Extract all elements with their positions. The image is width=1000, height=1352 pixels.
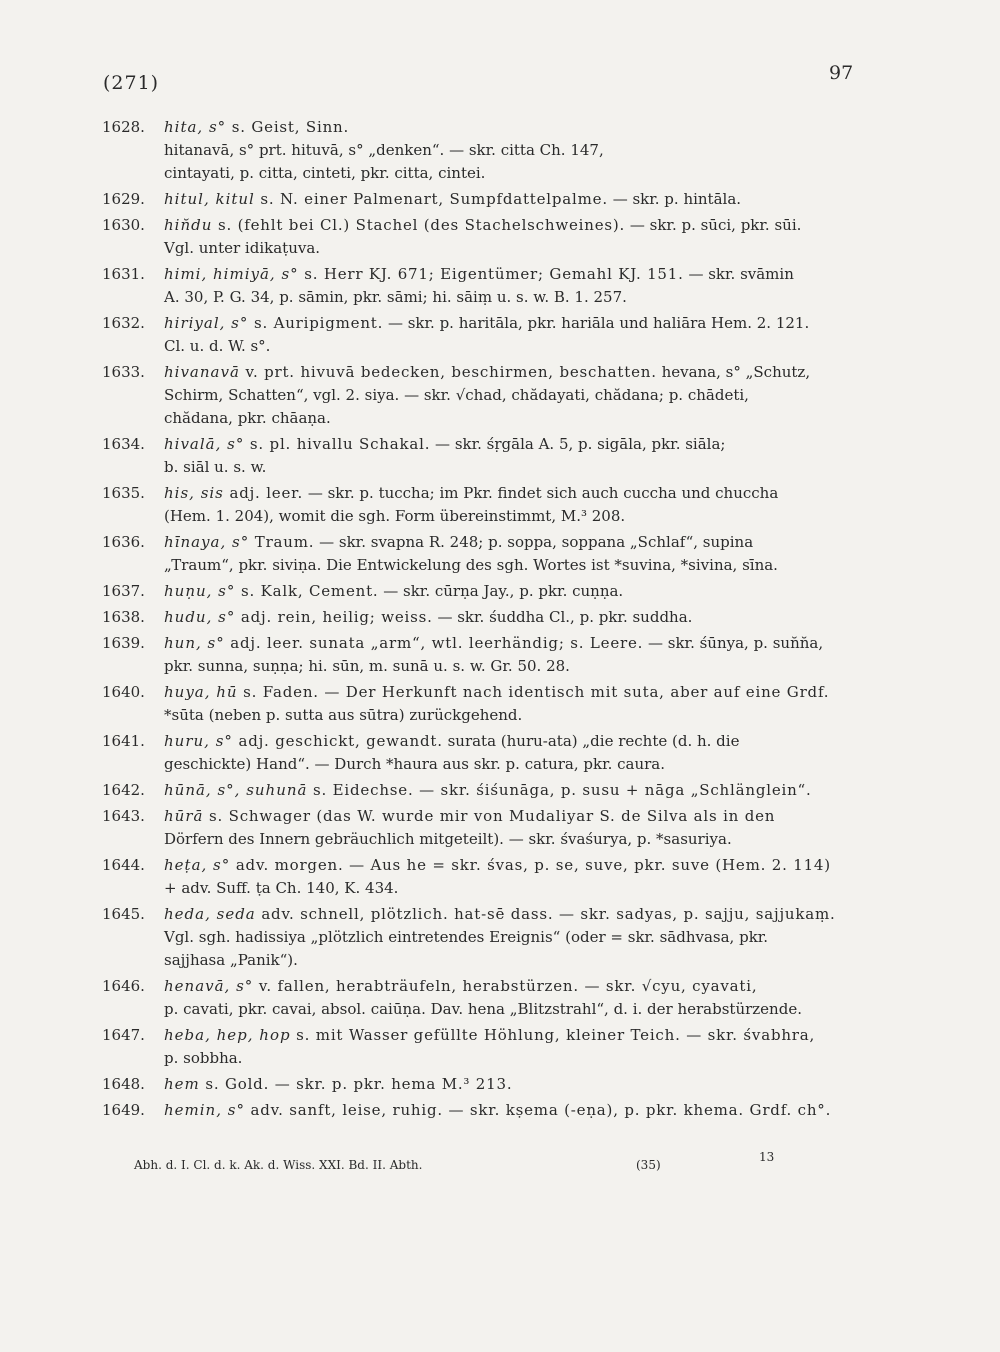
entry-body	[164, 188, 870, 211]
entry-number: 1641.	[102, 732, 145, 750]
entry-body	[164, 681, 870, 727]
entry-first-line	[164, 903, 870, 926]
entry-gloss: adj. leer. sunata „arm“, wtl. leerhändig; s. Leere.	[224, 634, 644, 652]
entry-gloss: s. Auripigment.	[248, 314, 384, 332]
entry-number: 1638.	[102, 608, 145, 626]
entry-lemma: hitul, kitul	[164, 190, 255, 208]
entry-first-line	[164, 263, 870, 286]
entry-gloss: s. Geist, Sinn.	[226, 118, 350, 136]
entry-gloss: v. prt. hivuvā bedecken, beschirmen, beschatten.	[239, 363, 657, 381]
entry-gloss: s. mit Wasser gefüllte Höhlung, kleiner Teich. — skr. śvabhra,	[290, 1026, 816, 1044]
entry-gloss-continued: — skr. śūnya, p. sun̆n̆a,	[643, 634, 824, 652]
entry-body	[164, 433, 870, 479]
dictionary-entry	[102, 975, 870, 1021]
entry-first-line	[164, 1024, 870, 1047]
entry-number: 1647.	[102, 1026, 145, 1044]
dictionary-entry	[102, 730, 870, 776]
entry-number: 1649.	[102, 1101, 145, 1119]
entry-number: 1630.	[102, 216, 145, 234]
entry-lemma: hivalā, s°	[164, 435, 245, 453]
entry-continuation-line: hitanavā, s° prt. hituvā, s° „denken“. — skr. citta Ch. 147,	[164, 141, 604, 159]
entry-body	[164, 805, 870, 851]
entry-number: 1636.	[102, 533, 145, 551]
entry-continuation-line: „Traum“, pkr. siviṇa. Die Entwickelung des sgh. Wortes ist *suvina, *sivina, sīna.	[164, 556, 778, 574]
dictionary-entry	[102, 214, 870, 260]
entry-continuation-line: p. sobbha.	[164, 1049, 243, 1067]
footer-sheet-number: (35)	[636, 1158, 661, 1172]
entry-number: 1629.	[102, 190, 145, 208]
dictionary-entry	[102, 1073, 870, 1096]
entry-gloss: adv. schnell, plötzlich. hat-sē dass. — skr. sadyas, p. sajju, sajjukaṃ.	[255, 905, 836, 923]
entry-gloss-continued: — skr. śuddha Cl., p. pkr. suddha.	[432, 608, 693, 626]
entry-number: 1644.	[102, 856, 145, 874]
entry-continuation-line: (Hem. 1. 204), womit die sgh. Form übereinstimmt, M.³ 208.	[164, 507, 626, 525]
entry-first-line	[164, 361, 870, 384]
entry-number: 1631.	[102, 265, 145, 283]
entry-gloss: s. Faden. — Der Herkunft nach identisch mit suta, aber auf eine Grdf.	[237, 683, 830, 701]
entry-continuation-line: Cl. u. d. W. s°.	[164, 337, 271, 355]
entry-body	[164, 903, 870, 972]
entry-gloss-continued: — skr. p. haritāla, pkr. hariāla und haliāra Hem. 2. 121.	[383, 314, 810, 332]
entry-lemma: huya, hū	[164, 683, 238, 701]
entry-lemma: hūrā	[164, 807, 204, 825]
entry-number: 1646.	[102, 977, 145, 995]
entry-first-line	[164, 214, 870, 237]
section-number: (271)	[103, 72, 160, 94]
entry-lemma: hivanavā	[164, 363, 240, 381]
entry-first-line	[164, 681, 870, 704]
dictionary-entry	[102, 482, 870, 528]
entry-body	[164, 779, 870, 802]
entry-number: 1648.	[102, 1075, 145, 1093]
dictionary-entry	[102, 361, 870, 430]
entry-body	[164, 361, 870, 430]
entry-lemma: hīnaya, s°	[164, 533, 250, 551]
entry-gloss: adv. morgen. — Aus he = skr. śvas, p. se, suve, pkr. suve (Hem. 2. 114)	[230, 856, 831, 874]
entry-gloss: adj. leer.	[223, 484, 304, 502]
dictionary-entry	[102, 433, 870, 479]
entry-lemma: hem	[164, 1075, 200, 1093]
entry-lemma: heda, seda	[164, 905, 256, 923]
entry-gloss: adv. sanft, leise, ruhig. — skr. kṣema (-eṇa), p. pkr. khema. Grdf. ch°.	[244, 1101, 832, 1119]
entry-lemma: hemin, s°	[164, 1101, 245, 1119]
dictionary-entries	[102, 116, 870, 1122]
entry-continuation-line: p. cavati, pkr. cavai, absol. caiūṇa. Dav. hena „Blitzstrahl“, d. i. der herabstürzende.	[164, 1000, 802, 1018]
entry-first-line	[164, 854, 870, 877]
entry-gloss: s. Schwager (das W. wurde mir von Mudaliyar S. de Silva als in den	[203, 807, 776, 825]
entry-first-line	[164, 975, 870, 998]
dictionary-entry	[102, 632, 870, 678]
entry-first-line	[164, 730, 870, 753]
entry-number: 1635.	[102, 484, 145, 502]
page-number: 97	[829, 62, 854, 84]
entry-number: 1639.	[102, 634, 145, 652]
entry-continuation-line: Schirm, Schatten“, vgl. 2. siya. — skr. √chad, chădayati, chădana; p. chādeti,	[164, 386, 749, 404]
entry-gloss: s. Herr KJ. 671; Eigentümer; Gemahl KJ. 151.	[298, 265, 684, 283]
entry-number: 1645.	[102, 905, 145, 923]
entry-gloss: v. fallen, herabträufeln, herabstürzen. — skr. √cyu, cyavati,	[253, 977, 758, 995]
entry-lemma: hita, s°	[164, 118, 227, 136]
entry-first-line	[164, 1073, 870, 1096]
entry-continuation-line: Dörfern des Innern gebräuchlich mitgeteilt). — skr. śvaśurya, p. *sasuriya.	[164, 830, 732, 848]
entry-lemma: his, sis	[164, 484, 224, 502]
dictionary-entry	[102, 116, 870, 185]
entry-gloss: s. (fehlt bei Cl.) Stachel (des Stachelschweines).	[212, 216, 626, 234]
entry-body	[164, 263, 870, 309]
footer-citation: Abh. d. I. Cl. d. k. Ak. d. Wiss. XXI. Bd. II. Abth.	[134, 1158, 423, 1172]
entry-lemma: hiriyal, s°	[164, 314, 249, 332]
entry-gloss-continued: hevana, s° „Schutz,	[656, 363, 811, 381]
entry-continuation-line: *sūta (neben p. sutta aus sūtra) zurückgehend.	[164, 706, 523, 724]
dictionary-entry	[102, 1099, 870, 1122]
entry-body	[164, 730, 870, 776]
entry-first-line	[164, 632, 870, 655]
entry-continuation-line: chădana, pkr. chāaṇa.	[164, 409, 331, 427]
entry-lemma: heba, hep, hop	[164, 1026, 291, 1044]
entry-lemma: hudu, s°	[164, 608, 236, 626]
dictionary-entry	[102, 580, 870, 603]
entry-lemma: huṇu, s°	[164, 582, 236, 600]
entry-lemma: hūnā, s°, suhunā	[164, 781, 308, 799]
entry-number: 1633.	[102, 363, 145, 381]
entry-number: 1628.	[102, 118, 145, 136]
entry-body	[164, 580, 870, 603]
entry-gloss-continued: — skr. p. tuccha; im Pkr. findet sich auch cuccha und chuccha	[303, 484, 779, 502]
entry-body	[164, 975, 870, 1021]
dictionary-entry	[102, 263, 870, 309]
entry-gloss: adj. geschickt, gewandt.	[232, 732, 443, 750]
entry-gloss: s. Eidechse. — skr. śiśunāga, p. susu + nāga „Schlänglein“.	[307, 781, 812, 799]
entry-continuation-line: cintayati, p. citta, cinteti, pkr. citta, cintei.	[164, 164, 486, 182]
entry-number: 1640.	[102, 683, 145, 701]
entry-first-line	[164, 606, 870, 629]
entry-number: 1634.	[102, 435, 145, 453]
footer-signature: 13	[759, 1150, 775, 1164]
dictionary-entry	[102, 854, 870, 900]
entry-lemma: henavā, s°	[164, 977, 254, 995]
entry-body	[164, 1024, 870, 1070]
entry-first-line	[164, 116, 870, 139]
dictionary-entry	[102, 1024, 870, 1070]
entry-body	[164, 312, 870, 358]
entry-first-line	[164, 188, 870, 211]
entry-body	[164, 854, 870, 900]
entry-gloss-continued: — skr. cūrṇa Jay., p. pkr. cuṇṇa.	[378, 582, 624, 600]
entry-lemma: heṭa, s°	[164, 856, 231, 874]
entry-gloss: s. Kalk, Cement.	[235, 582, 379, 600]
entry-continuation-line: Vgl. sgh. hadissiya „plötzlich eintretendes Ereignis“ (oder = skr. sādhvasa, pkr.	[164, 928, 769, 946]
entry-body	[164, 1099, 870, 1122]
entry-gloss: s. Gold. — skr. p. pkr. hema M.³ 213.	[199, 1075, 513, 1093]
entry-continuation-line: b. siāl u. s. w.	[164, 458, 267, 476]
entry-first-line	[164, 433, 870, 456]
dictionary-entry	[102, 805, 870, 851]
dictionary-entry	[102, 531, 870, 577]
entry-gloss-continued: — skr. svāmin	[683, 265, 794, 283]
entry-continuation-line: geschickte) Hand“. — Durch *haura aus skr. p. catura, pkr. caura.	[164, 755, 666, 773]
entry-first-line	[164, 580, 870, 603]
entry-gloss-continued: surata (huru-ata) „die rechte (d. h. die	[442, 732, 740, 750]
entry-body	[164, 632, 870, 678]
entry-first-line	[164, 531, 870, 554]
entry-first-line	[164, 805, 870, 828]
dictionary-entry	[102, 312, 870, 358]
dictionary-entry	[102, 779, 870, 802]
entry-body	[164, 214, 870, 260]
entry-gloss-continued: — skr. svapna R. 248; p. soppa, soppana „Schlaf“, supina	[314, 533, 754, 551]
entry-continuation-line: + adv. Suff. ṭa Ch. 140, K. 434.	[164, 879, 399, 897]
entry-lemma: himi, himiyā, s°	[164, 265, 299, 283]
entry-continuation-line: Vgl. unter idikaṭuva.	[164, 239, 321, 257]
entry-body	[164, 531, 870, 577]
entry-number: 1643.	[102, 807, 145, 825]
entry-body	[164, 116, 870, 185]
entry-number: 1632.	[102, 314, 145, 332]
dictionary-entry	[102, 681, 870, 727]
dictionary-entry	[102, 903, 870, 972]
entry-number: 1642.	[102, 781, 145, 799]
entry-gloss-continued: — skr. p. sūci, pkr. sūi.	[625, 216, 802, 234]
entry-gloss-continued: — skr. p. hintāla.	[607, 190, 742, 208]
entry-continuation-line: sajjhasa „Panik“).	[164, 951, 298, 969]
entry-body	[164, 1073, 870, 1096]
dictionary-entry	[102, 606, 870, 629]
entry-gloss-continued: — skr. śṛgāla A. 5, p. sigāla, pkr. siāla;	[430, 435, 726, 453]
entry-lemma: hun, s°	[164, 634, 225, 652]
entry-body	[164, 606, 870, 629]
entry-first-line	[164, 312, 870, 335]
entry-gloss: s. pl. hivallu Schakal.	[244, 435, 431, 453]
dictionary-entry	[102, 188, 870, 211]
entry-number: 1637.	[102, 582, 145, 600]
entry-continuation-line: A. 30, P. G. 34, p. sāmin, pkr. sāmi; hi. sāiṃ u. s. w. B. 1. 257.	[164, 288, 627, 306]
entry-body	[164, 482, 870, 528]
entry-gloss: s. N. einer Palmenart, Sumpfdattelpalme.	[254, 190, 608, 208]
entry-first-line	[164, 779, 870, 802]
entry-gloss: adj. rein, heilig; weiss.	[235, 608, 433, 626]
entry-first-line	[164, 1099, 870, 1122]
entry-lemma: hin̆du	[164, 216, 213, 234]
entry-gloss: Traum.	[249, 533, 315, 551]
entry-first-line	[164, 482, 870, 505]
entry-continuation-line: pkr. sunna, suṇṇa; hi. sūn, m. sunā u. s. w. Gr. 50. 28.	[164, 657, 570, 675]
entry-lemma: huru, s°	[164, 732, 233, 750]
